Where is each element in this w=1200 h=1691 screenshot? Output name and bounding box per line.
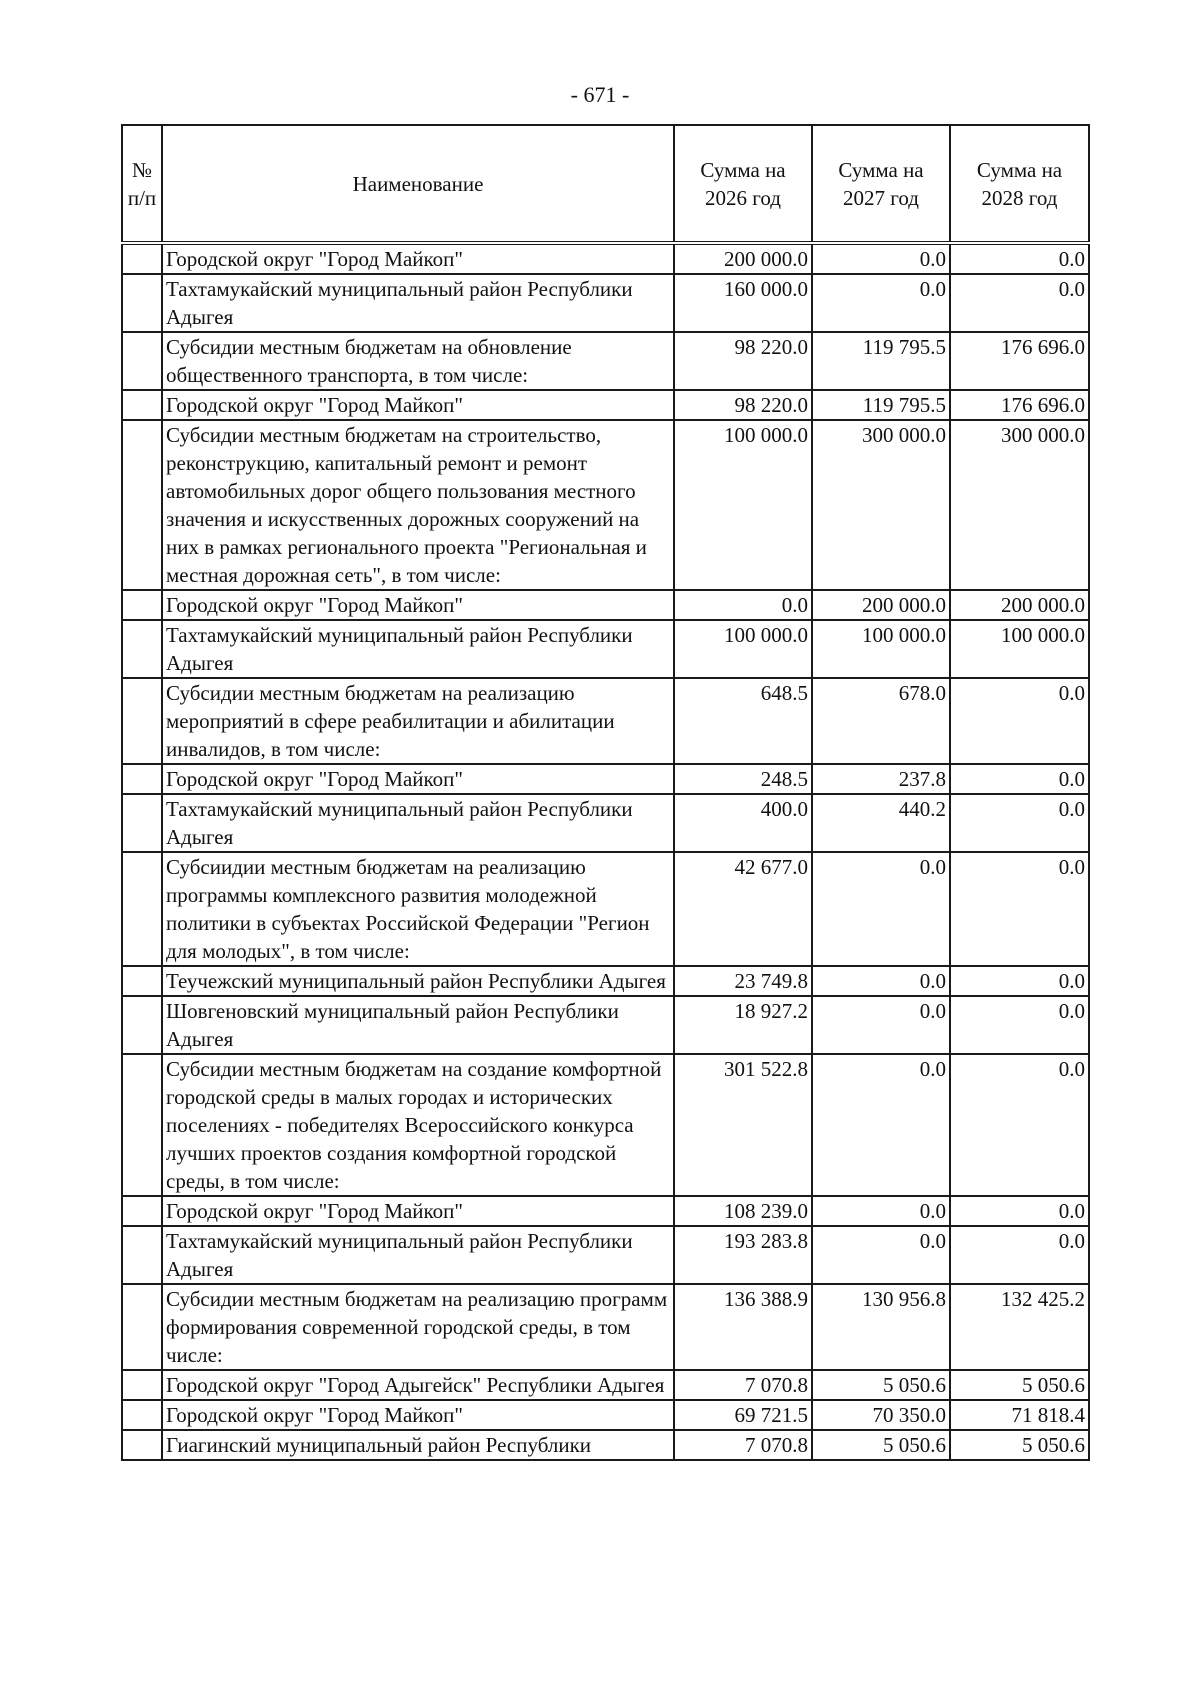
row-value-2027: 130 956.8 bbox=[812, 1284, 950, 1370]
table-row bbox=[122, 966, 1089, 996]
row-name: Тахтамукайский муниципальный район Республики Адыгея bbox=[162, 1226, 674, 1284]
row-value-2027: 0.0 bbox=[812, 1054, 950, 1196]
row-value-2027: 200 000.0 bbox=[812, 590, 950, 620]
row-value-2028: 132 425.2 bbox=[950, 1284, 1089, 1370]
row-value-2028: 300 000.0 bbox=[950, 420, 1089, 590]
row-value-2026: 160 000.0 bbox=[674, 274, 812, 332]
row-value-2027: 100 000.0 bbox=[812, 620, 950, 678]
row-value-2028: 0.0 bbox=[950, 852, 1089, 966]
row-value-2027: 0.0 bbox=[812, 1226, 950, 1284]
row-name: Тахтамукайский муниципальный район Республики Адыгея bbox=[162, 274, 674, 332]
row-value-2028: 0.0 bbox=[950, 966, 1089, 996]
row-value-2027: 0.0 bbox=[812, 243, 950, 274]
row-number bbox=[122, 243, 162, 274]
row-name: Городской округ "Город Адыгейск" Республики Адыгея bbox=[162, 1370, 674, 1400]
row-value-2027: 440.2 bbox=[812, 794, 950, 852]
row-number bbox=[122, 1430, 162, 1460]
header-2028: Сумма на 2028 год bbox=[950, 125, 1089, 243]
row-value-2027: 5 050.6 bbox=[812, 1370, 950, 1400]
row-value-2028: 0.0 bbox=[950, 794, 1089, 852]
row-value-2026: 42 677.0 bbox=[674, 852, 812, 966]
row-number bbox=[122, 274, 162, 332]
row-value-2028: 176 696.0 bbox=[950, 332, 1089, 390]
row-value-2028: 71 818.4 bbox=[950, 1400, 1089, 1430]
table-row bbox=[122, 390, 1089, 420]
row-value-2026: 136 388.9 bbox=[674, 1284, 812, 1370]
table-header-row bbox=[122, 125, 1089, 243]
row-name: Субсидии местным бюджетам на реализацию мероприятий в сфере реабилитации и абилитации инвалидов, в том числе: bbox=[162, 678, 674, 764]
row-name: Тахтамукайский муниципальный район Республики Адыгея bbox=[162, 794, 674, 852]
row-value-2027: 300 000.0 bbox=[812, 420, 950, 590]
row-value-2026: 7 070.8 bbox=[674, 1370, 812, 1400]
table-row bbox=[122, 243, 1089, 274]
row-value-2026: 23 749.8 bbox=[674, 966, 812, 996]
row-number bbox=[122, 764, 162, 794]
row-value-2028: 0.0 bbox=[950, 1054, 1089, 1196]
row-value-2028: 0.0 bbox=[950, 274, 1089, 332]
row-name: Городской округ "Город Майкоп" bbox=[162, 243, 674, 274]
table-row bbox=[122, 852, 1089, 966]
row-number bbox=[122, 678, 162, 764]
row-value-2028: 100 000.0 bbox=[950, 620, 1089, 678]
row-value-2027: 0.0 bbox=[812, 996, 950, 1054]
row-number bbox=[122, 852, 162, 966]
row-value-2027: 0.0 bbox=[812, 274, 950, 332]
row-name: Городской округ "Город Майкоп" bbox=[162, 764, 674, 794]
row-number bbox=[122, 1196, 162, 1226]
row-value-2026: 69 721.5 bbox=[674, 1400, 812, 1430]
row-value-2026: 648.5 bbox=[674, 678, 812, 764]
table-row bbox=[122, 1226, 1089, 1284]
table-row bbox=[122, 1196, 1089, 1226]
page-number: - 671 - bbox=[570, 82, 630, 107]
row-number bbox=[122, 390, 162, 420]
table-row bbox=[122, 1054, 1089, 1196]
table-row bbox=[122, 678, 1089, 764]
row-number bbox=[122, 1400, 162, 1430]
row-value-2026: 98 220.0 bbox=[674, 332, 812, 390]
row-name: Субсидии местным бюджетам на реализацию программ формирования современной городской среды, в том числе: bbox=[162, 1284, 674, 1370]
row-value-2026: 400.0 bbox=[674, 794, 812, 852]
row-value-2028: 0.0 bbox=[950, 243, 1089, 274]
row-value-2028: 0.0 bbox=[950, 1196, 1089, 1226]
row-name: Городской округ "Город Майкоп" bbox=[162, 590, 674, 620]
row-value-2026: 100 000.0 bbox=[674, 420, 812, 590]
row-value-2026: 301 522.8 bbox=[674, 1054, 812, 1196]
table-row bbox=[122, 1400, 1089, 1430]
row-value-2027: 678.0 bbox=[812, 678, 950, 764]
row-value-2026: 18 927.2 bbox=[674, 996, 812, 1054]
row-value-2027: 0.0 bbox=[812, 966, 950, 996]
row-value-2026: 248.5 bbox=[674, 764, 812, 794]
table-row bbox=[122, 590, 1089, 620]
row-number bbox=[122, 966, 162, 996]
header-2027: Сумма на 2027 год bbox=[812, 125, 950, 243]
table-row bbox=[122, 764, 1089, 794]
row-value-2028: 176 696.0 bbox=[950, 390, 1089, 420]
row-value-2028: 200 000.0 bbox=[950, 590, 1089, 620]
table-row bbox=[122, 1430, 1089, 1460]
row-name: Гиагинский муниципальный район Республики bbox=[162, 1430, 674, 1460]
row-value-2026: 98 220.0 bbox=[674, 390, 812, 420]
row-value-2028: 0.0 bbox=[950, 678, 1089, 764]
row-value-2028: 5 050.6 bbox=[950, 1430, 1089, 1460]
row-name: Шовгеновский муниципальный район Республики Адыгея bbox=[162, 996, 674, 1054]
row-value-2026: 200 000.0 bbox=[674, 243, 812, 274]
row-name: Городской округ "Город Майкоп" bbox=[162, 1400, 674, 1430]
row-value-2026: 0.0 bbox=[674, 590, 812, 620]
row-name: Теучежский муниципальный район Республики Адыгея bbox=[162, 966, 674, 996]
row-value-2027: 70 350.0 bbox=[812, 1400, 950, 1430]
row-number bbox=[122, 620, 162, 678]
row-value-2026: 7 070.8 bbox=[674, 1430, 812, 1460]
row-name: Городской округ "Город Майкоп" bbox=[162, 390, 674, 420]
table-row bbox=[122, 794, 1089, 852]
row-number bbox=[122, 1284, 162, 1370]
row-value-2026: 108 239.0 bbox=[674, 1196, 812, 1226]
row-number bbox=[122, 332, 162, 390]
row-number bbox=[122, 996, 162, 1054]
table-row bbox=[122, 332, 1089, 390]
table-row bbox=[122, 620, 1089, 678]
table-row bbox=[122, 996, 1089, 1054]
row-number bbox=[122, 1226, 162, 1284]
budget-table bbox=[121, 124, 1090, 1461]
header-2026: Сумма на 2026 год bbox=[674, 125, 812, 243]
header-name: Наименование bbox=[162, 125, 674, 243]
table-row bbox=[122, 420, 1089, 590]
row-value-2027: 0.0 bbox=[812, 1196, 950, 1226]
row-value-2028: 0.0 bbox=[950, 1226, 1089, 1284]
row-name: Тахтамукайский муниципальный район Республики Адыгея bbox=[162, 620, 674, 678]
row-name: Городской округ "Город Майкоп" bbox=[162, 1196, 674, 1226]
row-number bbox=[122, 1370, 162, 1400]
row-value-2027: 5 050.6 bbox=[812, 1430, 950, 1460]
row-value-2026: 100 000.0 bbox=[674, 620, 812, 678]
row-value-2028: 5 050.6 bbox=[950, 1370, 1089, 1400]
row-number bbox=[122, 590, 162, 620]
row-value-2027: 119 795.5 bbox=[812, 390, 950, 420]
row-name: Субсиидии местным бюджетам на реализацию программы комплексного развития молодежной политики в субъектах Российской Федерации "Регион для молодых", в том числе: bbox=[162, 852, 674, 966]
row-value-2027: 237.8 bbox=[812, 764, 950, 794]
row-value-2028: 0.0 bbox=[950, 764, 1089, 794]
table-row bbox=[122, 274, 1089, 332]
row-value-2027: 0.0 bbox=[812, 852, 950, 966]
row-value-2026: 193 283.8 bbox=[674, 1226, 812, 1284]
table-row bbox=[122, 1284, 1089, 1370]
row-name: Субсидии местным бюджетам на создание комфортной городской среды в малых городах и исторических поселениях - победителях Всероссийского конкурса лучших проектов создания комфортной городской среды, в том числе: bbox=[162, 1054, 674, 1196]
row-value-2027: 119 795.5 bbox=[812, 332, 950, 390]
row-name: Субсидии местным бюджетам на строительство, реконструкцию, капитальный ремонт и ремонт автомобильных дорог общего пользования местного значения и искусственных дорожных сооружений на них в рамках регионального проекта "Региональная и местная дорожная сеть", в том числе: bbox=[162, 420, 674, 590]
row-value-2028: 0.0 bbox=[950, 996, 1089, 1054]
row-name: Субсидии местным бюджетам на обновление общественного транспорта, в том числе: bbox=[162, 332, 674, 390]
row-number bbox=[122, 1054, 162, 1196]
header-number: № п/п bbox=[122, 125, 162, 243]
row-number bbox=[122, 420, 162, 590]
row-number bbox=[122, 794, 162, 852]
table-row bbox=[122, 1370, 1089, 1400]
